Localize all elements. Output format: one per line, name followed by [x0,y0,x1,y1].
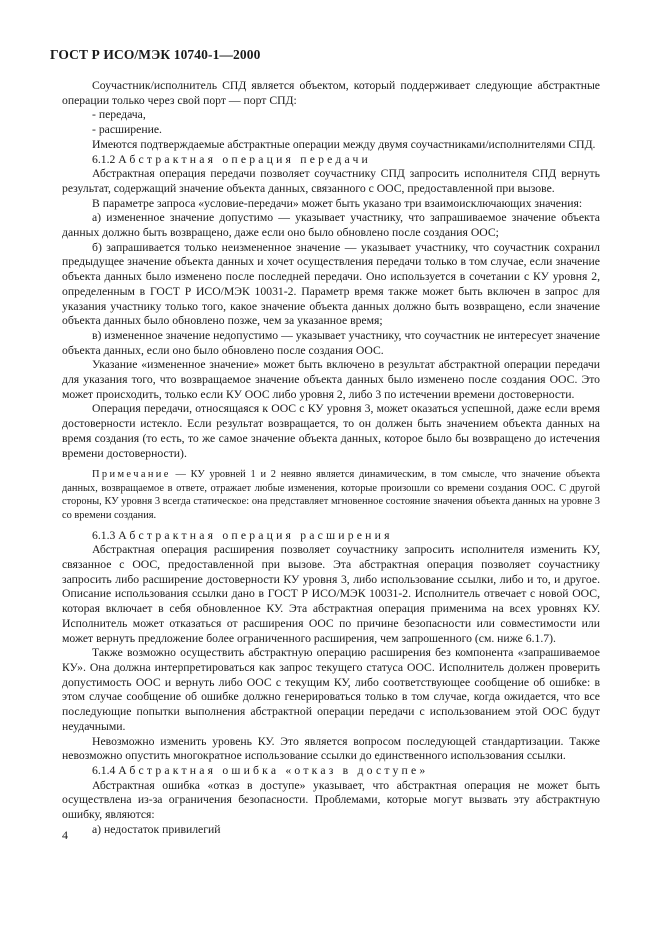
section-number: 6.1.3 [92,528,116,542]
section-heading-6-1-4 [62,764,600,779]
list-item: в) измененное значение недопустимо — указывает участнику, что соучастник не интересует значение объекта данных, если оно было обновлено после создания ООС. [62,328,600,357]
paragraph: В параметре запроса «условие-передачи» может быть указано три взаимоисключающих значения: [92,196,583,210]
list-item: а) измененное значение допустимо — указывает участнику, что запрашиваемое значение объекта данных должно быть возвращено, даже если оно было обновлено после создания ООС; [62,211,600,240]
paragraph: Невозможно изменить уровень КУ. Это является вопросом последующей стандартизации. Также невозможно опустить многократное использование ссылки до единственного использования ссылки. [62,734,600,763]
note-text: — КУ уровней 1 и 2 неявно является динамическим, в том смысле, что значение объекта данных, возвращаемое в ответе, отражает любые изменения, которые произошли со времени создания ООС. С другой стороны, КУ уровня 3 всегда статическое: она представляет мгновенное состояние значения объекта данных на уровне 3 со времени создания. [62,469,600,522]
page-number: 4 [62,828,68,842]
note-label: Примечание [92,469,171,481]
section-heading-6-1-2 [62,153,600,168]
list-item-extension: - расширение. [92,123,162,137]
section-title: Абстрактная операция расширения [118,528,393,542]
paragraph: Абстрактная операция передачи позволяет соучастнику СПД запросить исполнителя СПД вернуть результат, содержащий значение объекта данных, связанного с ООС, предоставленной при вызове. [62,167,600,195]
section-title: Абстрактная ошибка «отказ в доступе» [118,763,429,777]
paragraph: Абстрактная операция расширения позволяет соучастнику запросить исполнителя изменить КУ, связанное с ООС, предоставленной при вызове. Эта абстрактная операция позволяет соучастнику запросить либо расширение достоверности КУ уровня 3, либо использование ссылки, либо и то, и другое. Описание использования ссылки дано в ГОСТ Р ИСО/МЭК 10031-2. Исполнитель отвечает с новой ООС, которая включает в себя обновленное КУ. Эта абстрактная операция применима на всех уровнях КУ. Исполнитель может отказаться от расширения ООС по причине безопасности или совместимости или может вернуть предложение более ограниченного расширения, чем запрошенного (см. ниже 6.1.7). [62,543,600,645]
list-item-transfer: - передача, [92,108,146,122]
section-number: 6.1.2 [92,152,116,166]
paragraph-confirmed-ops: Имеются подтверждаемые абстрактные операции между двумя соучастниками/исполнителями СПД. [92,137,596,151]
document-body [62,79,600,837]
paragraph: Указание «измененное значение» может быть включено в результат абстрактной операции передачи для указания того, что возвращаемое значение объекта данных было изменено после создания ООС. Это может происходить, только если КУ ООС либо уровня 2, либо 3 по истечении времени достоверности. [62,358,600,401]
list-item: а) недостаток привилегий [92,822,221,836]
section-heading-6-1-3 [62,529,600,544]
section-number: 6.1.4 [92,763,116,777]
paragraph: Абстрактная ошибка «отказ в доступе» указывает, что абстрактная операция не может быть осуществлена из-за ограничения безопасности. Проблемами, которые могут вызвать эту абстрактную ошибку, являются: [62,778,600,822]
section-title: Абстрактная операция передачи [118,152,371,166]
document-header: ГОСТ Р ИСО/МЭК 10740-1—2000 [50,47,261,62]
paragraph-intro: Соучастник/исполнитель СПД является объектом, который поддерживает следующие абстрактные операции только через свой порт — порт СПД: [62,79,600,107]
note [62,468,600,522]
paragraph: Также возможно осуществить абстрактную операцию расширения без компонента «запрашиваемое КУ». Она должна интерпретироваться как запрос текущего статуса ООС. Исполнитель должен проверить допустимость ООС и вернуть либо ООС с текущим КУ, либо соответствующее сообщение об ошибке: в этом случае сообщение об ошибке должно генерироваться только в том случае, когда ожидается, что все последующие попытки выполнения абстрактной операции передачи с использованием этой ООС будут неудачными. [62,646,600,733]
list-item: б) запрашивается только неизмененное значение — указывает участнику, что соучастник сохранил предыдущее значение объекта данных и хочет осуществления передачи только в том случае, если значение объекта данных было изменено после последней передачи. Оно используется в сочетании с КУ уровня 2, определенным в ГОСТ Р ИСО/МЭК 10031-2. Параметр время также может быть включен в запрос для указания участнику только того, какое значение объекта данных должно быть возвращено, если значение объекта данных было обновлено позже, чем за указанное время; [62,240,600,328]
paragraph: Операция передачи, относящаяся к ООС с КУ уровня 3, может оказаться успешной, даже если время достоверности истекло. Если результат возвращается, то он должен быть значением объекта данных на время создания (то есть, то же самое значение объекта данных, которое было бы возвращено до истечения времени достоверности). [62,402,600,460]
